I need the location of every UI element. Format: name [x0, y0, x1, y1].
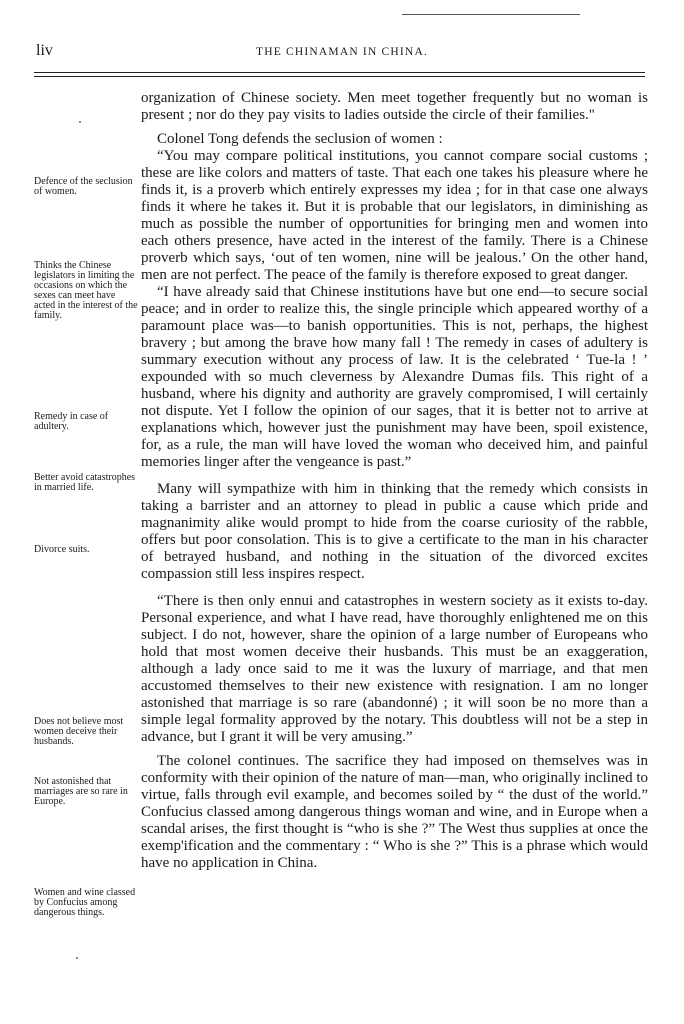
margin-note: Does not believe most women deceive their husbands. — [34, 716, 124, 747]
header-rule — [34, 72, 645, 73]
margin-note: Not astonished that marriages are so rare in Europe. — [34, 776, 128, 807]
top-rule — [402, 14, 580, 15]
body-text — [141, 90, 648, 872]
margin-note: Defence of the seclusion of women. — [34, 176, 133, 197]
margin-note: Thinks the Chinese legislators in limiting the occasions on which the sexes can meet have acted in the interest of the family. — [34, 260, 138, 321]
paragraph: Many will sympathize with him in thinking that the remedy which consists in taking a barrister and an attorney to plead in public a cause which pride and magnanimity alike would prompt to hide from the coarse curiosity of the rabble, offers but poor consolation. This is to give a certificate to the man in his character of betrayed husband, and nothing in the situation of the divorced excites compassion still less inspires respect. — [141, 481, 648, 582]
running-head: THE CHINAMAN IN CHINA. — [255, 46, 429, 58]
ink-speck — [76, 957, 78, 959]
ink-speck — [79, 121, 81, 123]
page-number: liv — [36, 42, 53, 59]
paragraph: Colonel Tong defends the seclusion of women : — [157, 131, 443, 147]
paragraph: organization of Chinese society. Men meet together frequently but no woman is present ; nor do they pay visits to ladies outside the circle of their families." — [141, 90, 648, 123]
margin-note: Women and wine classed by Confucius among dangerous things. — [34, 887, 136, 918]
margin-note: Remedy in case of adultery. — [34, 411, 109, 432]
margin-note: Better avoid catastrophes in married life. — [34, 472, 136, 493]
paragraph: “I have already said that Chinese institutions have but one end—to secure social peace; and in order to realize this, the single principle which appeared worthy of a paramount place was—to banish opportunities. This is not, perhaps, the highest bravery ; but among the brave how many fall ! The remedy in cases of adultery is summary execution without any process of law. It is the celebrated ‘ Tue-la ! ’ expounded with so much cleverness by Alexandre Dumas fils. This right of a husband, where his dignity and authority are gravely compromised, I will certainly not dispute. Yet I follow the opinion of our sages, that it is better not to arrive at explanations which, however just the punishment may have been, spoil existence, for, as a rule, the man will have loved the woman who deceived him, and painful memories linger after the vengeance is past.” — [141, 284, 648, 470]
paragraph: “There is then only ennui and catastrophes in western society as it exists to-day. Personal experience, and what I have read, have thoroughly enlightened me on this subject. I do not, however, share the opinion of a large number of Europeans who hold that most women deceive their husbands. This must be an exaggeration, although a lady once said to me it was the luxury of marriage, and that men accustomed themselves to their new existence with resignation. I am no longer astonished that marriage is so rare (abandonné) ; it will soon be no more than a simple legal formality approved by the notary. This doubtless will not be a step in advance, but I grant it will be very amusing.” — [141, 593, 648, 745]
margin-note: Divorce suits. — [34, 544, 90, 555]
paragraph: The colonel continues. The sacrifice they had imposed on themselves was in conformity with their opinion of the nature of man—man, who originally inclined to virtue, falls through evil example, and becomes soiled by “ the dust of the world.” Confucius classed among dangerous things woman and wine, and in Europe when a scandal arises, the first thought is “who is she ?” The West thus supplies at once the exemp'ification and the commentary : “ Who is she ?” This is a phrase which would have no application in China. — [141, 753, 648, 871]
paragraph: “You may compare political institutions, you cannot compare social customs ; these are like colors and matters of taste. That each one takes his pleasure where he finds it, is a proverb which entirely expresses my idea ; for in that case one always finds it where he takes it. But it is probable that our legislators, in diminishing as much as possible the number of opportunities for bringing men and women into each others presence, have acted in the interest of the family. There is a Chinese proverb which says, ‘out of ten women, nine will be jealous.’ On the other hand, men are not perfect. The peace of the family is therefore exposed to great danger. — [141, 148, 648, 283]
header-rule-double — [34, 76, 645, 77]
